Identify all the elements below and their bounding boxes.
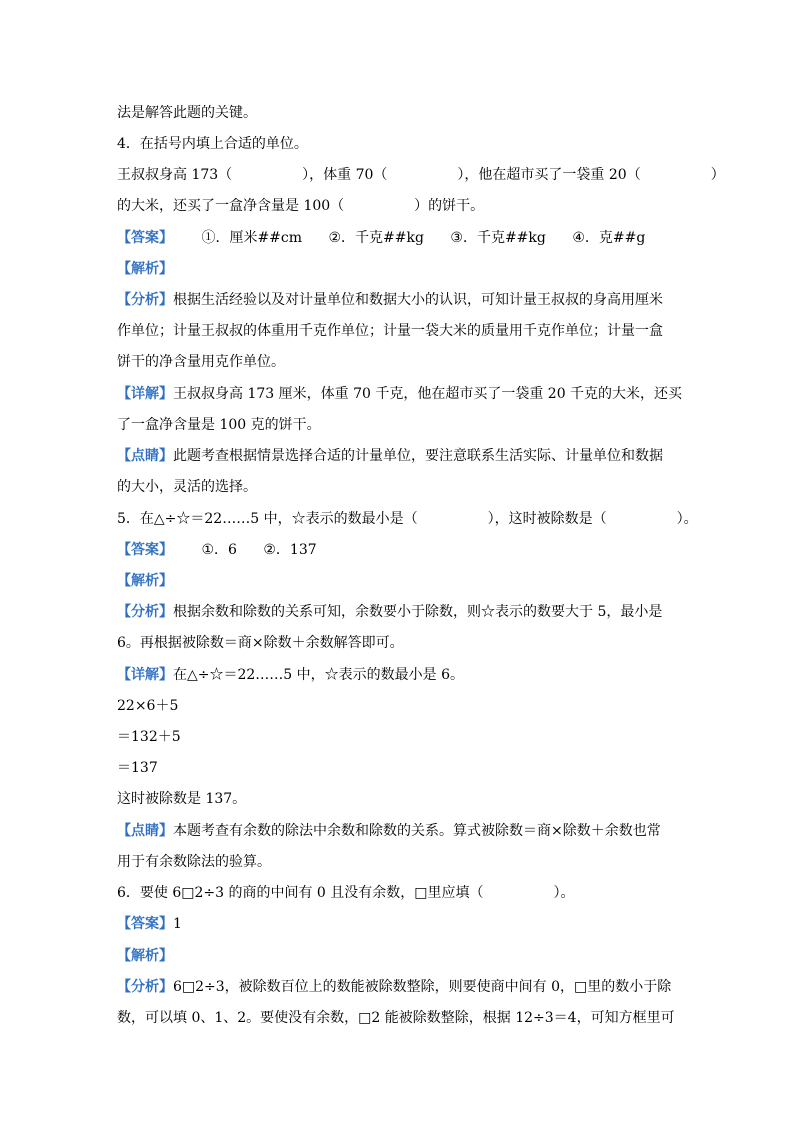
- q6-fenxi-line2: 数，可以填 0、1、2。要使没有余数，□2 能被除数整除，根据 12÷3＝4，可知方框里可: [117, 1010, 675, 1026]
- q6-title: 6．要使 6□2÷3 的商的中间有 0 且没有余数，□里应填（ ）。: [117, 885, 575, 901]
- jiexi-tag: 【解析】: [117, 261, 173, 277]
- q5-calc-step-2: ＝132＋5: [117, 729, 181, 745]
- q6-answer-row: [117, 914, 182, 934]
- q4-fenxi-line2: 作单位；计量王叔叔的体重用千克作单位；计量一袋大米的质量用千克作单位；计量一盒: [117, 323, 663, 339]
- q5-dianjing-line1: [117, 821, 661, 841]
- dianjing-tag: 【点睛】: [117, 448, 173, 464]
- q5-xiangjie-text: 在△÷☆＝22……5 中，☆表示的数最小是 6。: [173, 667, 465, 683]
- fenxi-tag: 【分析】: [117, 604, 173, 620]
- q4-answer-1: ①．厘米##cm: [201, 230, 303, 246]
- q4-stem-line1: 王叔叔身高 173（ ），体重 70（ ），他在超市买了一袋重 20（ ）: [117, 167, 725, 183]
- q4-dianjing-line2: 的大小，灵活的选择。: [117, 479, 257, 495]
- answer-tag: 【答案】: [117, 230, 173, 246]
- q5-jiexi-tag: [117, 571, 173, 591]
- q4-fenxi-line1: [117, 290, 663, 310]
- dianjing-tag: 【点睛】: [117, 823, 173, 839]
- q4-xiangjie-line2: 了一盒净含量是 100 克的饼干。: [117, 417, 321, 433]
- q5-calc-step-3: ＝137: [117, 760, 158, 776]
- q4-stem-line2: 的大米，还买了一盒净含量是 100（ ）的饼干。: [117, 198, 485, 214]
- q4-answer-2: ②．千克##kg: [328, 230, 424, 246]
- q4-answer-row: [117, 228, 645, 248]
- q5-title: 5．在△÷☆＝22……5 中，☆表示的数最小是（ ），这时被除数是（ ）。: [117, 511, 698, 527]
- q6-fenxi-line1: [117, 977, 671, 997]
- xiangjie-tag: 【详解】: [117, 386, 173, 402]
- q4-answer-4: ④．克##g: [572, 230, 646, 246]
- q5-fenxi-text: 根据余数和除数的关系可知，余数要小于除数，则☆表示的数要大于 5，最小是: [173, 604, 663, 620]
- q4-dianjing-line1: [117, 446, 663, 466]
- q5-calc-step-1: 22×6＋5: [117, 698, 179, 714]
- q4-answer-3: ③．千克##kg: [450, 230, 546, 246]
- q5-fenxi-line2: 6。再根据被除数＝商×除数＋余数解答即可。: [117, 635, 404, 651]
- q4-jiexi-tag: [117, 259, 173, 279]
- q5-dianjing-line2: 用于有余数除法的验算。: [117, 854, 271, 870]
- q4-title: 4．在括号内填上合适的单位。: [117, 136, 308, 152]
- q4-fenxi-text: 根据生活经验以及对计量单位和数据大小的认识，可知计量王叔叔的身高用厘米: [173, 292, 663, 308]
- q6-jiexi-tag: [117, 946, 173, 966]
- q4-dianjing-text: 此题考查根据情景选择合适的计量单位，要注意联系生活实际、计量单位和数据: [173, 448, 663, 464]
- jiexi-tag: 【解析】: [117, 573, 173, 589]
- jiexi-tag: 【解析】: [117, 948, 173, 964]
- q5-fenxi-line1: [117, 602, 662, 622]
- intro-text: 法是解答此题的关键。: [117, 105, 257, 121]
- fenxi-tag: 【分析】: [117, 292, 173, 308]
- q5-answer-1: ①．6: [201, 542, 237, 558]
- q6-fenxi-text: 6□2÷3，被除数百位上的数能被除数整除，则要使商中间有 0，□里的数小于除: [173, 979, 672, 995]
- q4-xiangjie-line1: [117, 384, 682, 404]
- answer-tag: 【答案】: [117, 542, 173, 558]
- q5-conclusion: 这时被除数是 137。: [117, 791, 247, 807]
- q6-answer: 1: [173, 916, 182, 932]
- xiangjie-tag: 【详解】: [117, 667, 173, 683]
- q5-dianjing-text: 本题考查有余数的除法中余数和除数的关系。算式被除数＝商×除数＋余数也常: [173, 823, 661, 839]
- q4-xiangjie-text: 王叔叔身高 173 厘米，体重 70 千克，他在超市买了一袋重 20 千克的大米，还买: [173, 386, 683, 402]
- q5-answer-2: ②．137: [263, 542, 317, 558]
- fenxi-tag: 【分析】: [117, 979, 173, 995]
- q5-answer-row: [117, 540, 317, 560]
- q5-xiangjie-line1: [117, 665, 464, 685]
- answer-tag: 【答案】: [117, 916, 173, 932]
- q4-fenxi-line3: 饼干的净含量用克作单位。: [117, 354, 285, 370]
